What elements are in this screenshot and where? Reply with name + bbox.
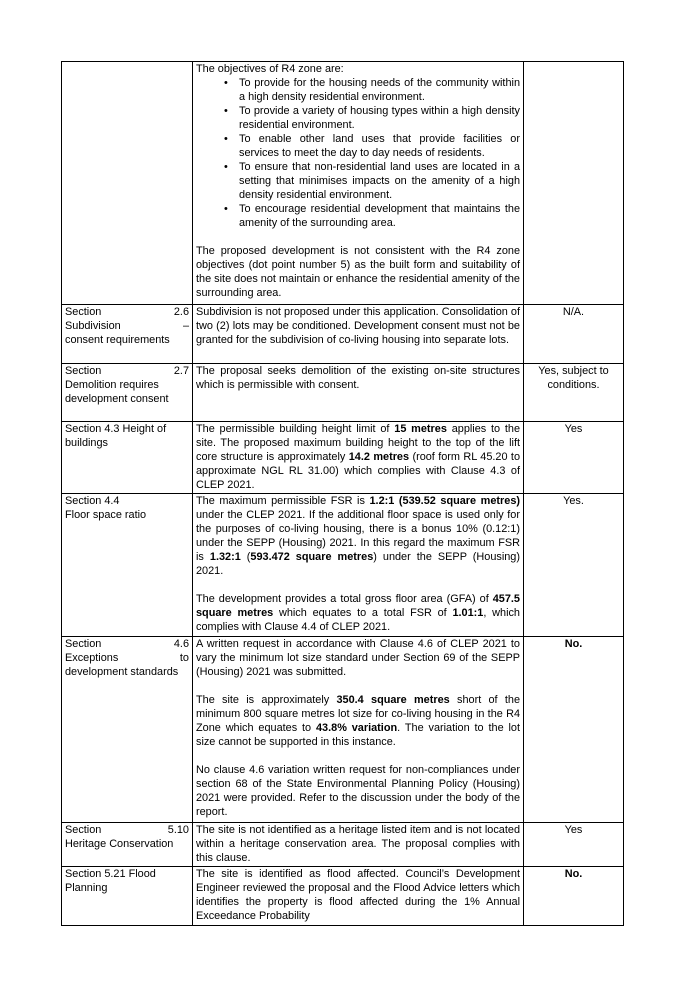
- assessment-paragraph: The proposed development is not consistent with the R4 zone objectives (dot point number 5) as the built form and suitability of the site does not maintain or enhance the residential amenity of the surrounding area.: [196, 245, 520, 299]
- section-cell: Section 4.3 Height of buildings: [62, 422, 193, 494]
- table-row: [62, 422, 624, 494]
- assessment-cell: Subdivision is not proposed under this application. Consolidation of two (2) lots may be conditioned. Development consent must not be granted for the subdivision of co-living housing into separate lots.: [193, 305, 524, 364]
- compliance-cell: Yes: [524, 422, 624, 494]
- compliance-cell: No.: [524, 637, 624, 823]
- bullet-icon: •: [224, 161, 228, 173]
- compliance-cell: Yes.: [524, 494, 624, 637]
- objectives-intro: The objectives of R4 zone are:: [196, 63, 344, 75]
- assessment-cell: The site is identified as flood affected. Council’s Development Engineer reviewed the proposal and the Flood Advice letters which identifies the property is flood affected during the 1% Annual Exceedance Probability: [193, 867, 524, 926]
- assessment-paragraph: A written request in accordance with Clause 4.6 of CLEP 2021 to vary the minimum lot size standard under Section 69 of the SEPP (Housing) 2021 was submitted.: [196, 638, 520, 678]
- objectives-list: [196, 76, 520, 230]
- assessment-cell: [193, 62, 524, 305]
- compliance-cell: Yes: [524, 823, 624, 867]
- compliance-cell: [524, 62, 624, 305]
- list-item: • To enable other land uses that provide facilities or services to meet the day to day needs of residents.: [224, 133, 520, 159]
- assessment-cell: The proposal seeks demolition of the existing on-site structures which is permissible with consent.: [193, 364, 524, 422]
- section-cell: Section 2.6 Subdivision – consent requirements: [62, 305, 193, 364]
- bullet-icon: •: [224, 105, 228, 117]
- table-row: [62, 867, 624, 926]
- table-row: [62, 637, 624, 823]
- list-item: • To ensure that non-residential land uses are located in a setting that minimises impacts on the amenity of a high density residential environment.: [224, 161, 520, 201]
- bullet-icon: •: [224, 203, 228, 215]
- table-row: [62, 62, 624, 305]
- table-row: [62, 364, 624, 422]
- section-cell: [62, 62, 193, 305]
- section-cell: Section 4.4 Floor space ratio: [62, 494, 193, 637]
- bullet-icon: •: [224, 133, 228, 145]
- list-item: • To provide a variety of housing types within a high density residential environment.: [224, 105, 520, 131]
- compliance-cell: Yes, subject to conditions.: [524, 364, 624, 422]
- table-row: [62, 494, 624, 637]
- assessment-paragraph: The site is approximately 350.4 square metres short of the minimum 800 square metres lot size for co-living housing in the R4 Zone which equates to 43.8% variation. The variation to the lot size cannot be supported in this instance.: [196, 694, 520, 748]
- assessment-paragraph: The development provides a total gross floor area (GFA) of 457.5 square metres which equates to a total FSR of 1.01:1, which complies with Clause 4.4 of CLEP 2021.: [196, 593, 520, 633]
- assessment-cell: [193, 637, 524, 823]
- section-cell: Section 5.21 Flood Planning: [62, 867, 193, 926]
- assessment-cell: The site is not identified as a heritage listed item and is not located within a heritage conservation area. The proposal complies with this clause.: [193, 823, 524, 867]
- compliance-cell: N/A.: [524, 305, 624, 364]
- compliance-table: [61, 61, 624, 926]
- section-cell: Section 4.6 Exceptions to development standards: [62, 637, 193, 823]
- list-item: • To encourage residential development that maintains the amenity of the surrounding area.: [224, 203, 520, 229]
- assessment-paragraph: The maximum permissible FSR is 1.2:1 (539.52 square metres) under the CLEP 2021. If the additional floor space is used only for the purposes of co-living housing, there is a bonus 10% (0.12:1) under the SEPP (Housing) 2021. In this regard the maximum FSR is 1.32:1 (593.472 square metres) under the SEPP (Housing) 2021.: [196, 495, 521, 577]
- section-cell: Section 2.7 Demolition requires development consent: [62, 364, 193, 422]
- table-row: [62, 823, 624, 867]
- compliance-cell: No.: [524, 867, 624, 926]
- list-item: • To provide for the housing needs of the community within a high density residential environment.: [224, 77, 520, 103]
- assessment-cell: The permissible building height limit of 15 metres applies to the site. The proposed maximum building height to the top of the lift core structure is approximately 14.2 metres (roof form RL 45.20 to approximate NGL RL 31.00) which complies with Clause 4.3 of CLEP 2021.: [193, 422, 524, 494]
- bullet-icon: •: [224, 77, 228, 89]
- section-cell: Section 5.10 Heritage Conservation: [62, 823, 193, 867]
- table-row: [62, 305, 624, 364]
- assessment-cell: [193, 494, 524, 637]
- assessment-paragraph: No clause 4.6 variation written request for non-compliances under section 68 of the State Environmental Planning Policy (Housing) 2021 were provided. Refer to the discussion under the body of the report.: [196, 764, 520, 818]
